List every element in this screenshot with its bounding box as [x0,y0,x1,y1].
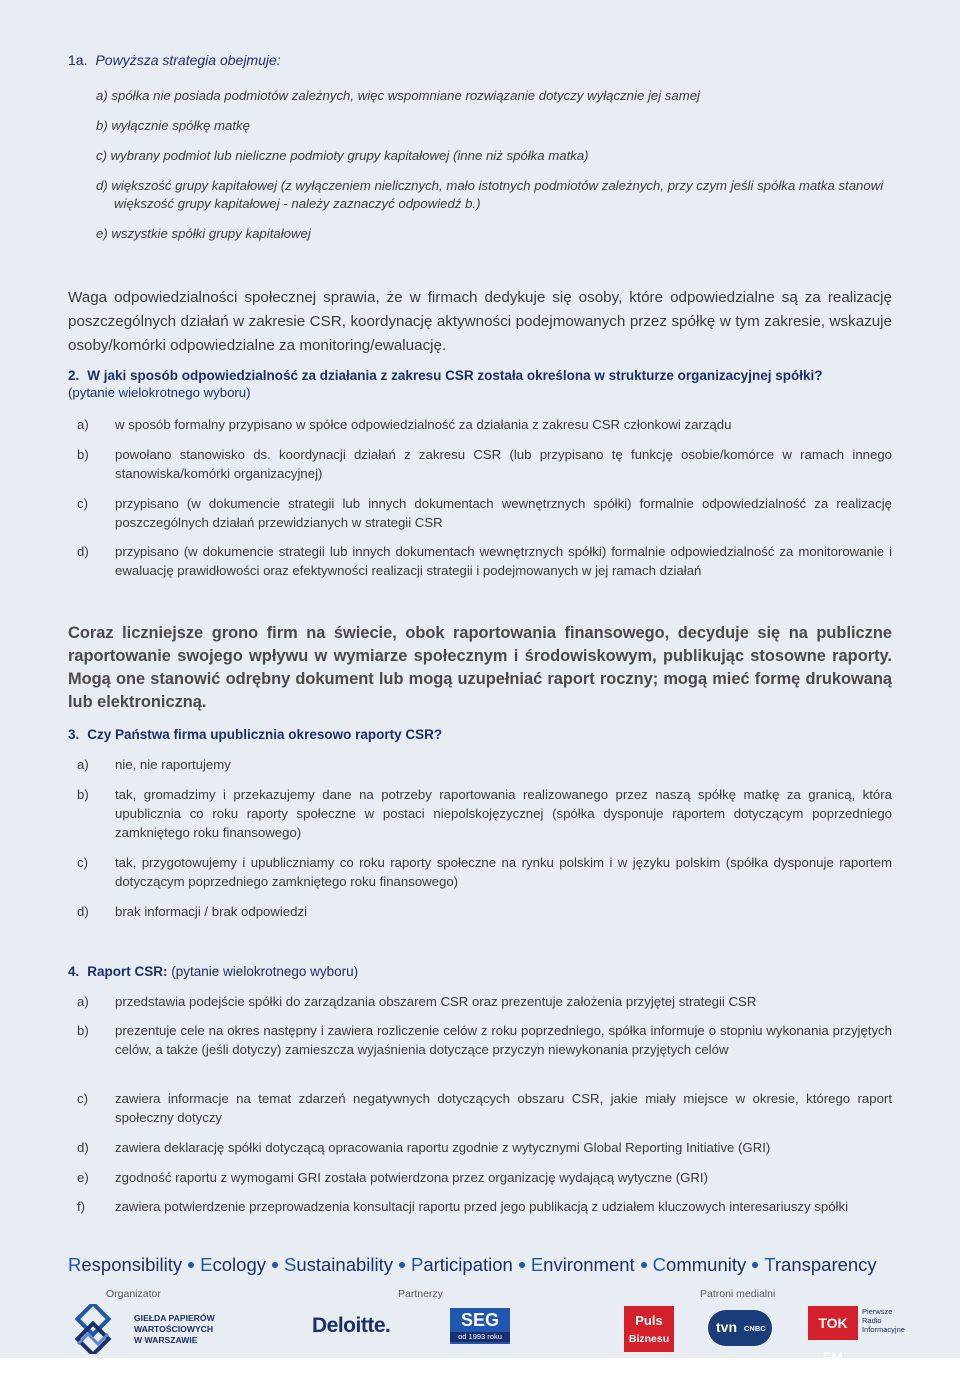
q3-option-a-label: a) [77,757,89,772]
q2-option-d-label: d) [77,544,89,559]
intro-reporting: Coraz liczniejsze grono firm na świecie, obok raportowania finansowego, decyduje się na publiczne raportowanie swojego wpływu w wymiarze społecznym i środowiskowym, publikując stosowne raporty. Mogą one stanowić odrębny dokument lub mogą uzupełniać raport roczny; mogą mieć formę drukowaną lub elektroniczną. [68,624,892,711]
tagline-dot [188,1262,194,1268]
organizer-label: Organizator [106,1288,161,1300]
deloitte-text: Deloitte. [312,1314,391,1337]
q4-option-b-label: b) [77,1023,89,1038]
q3-option-c [77,853,892,891]
q4-option-b [77,1021,892,1059]
tagline-dot [752,1262,758,1268]
tagline-ecology [200,1254,266,1275]
puls-text: Puls [635,1313,663,1328]
q1a-option-d: d) większość grupy kapitałowej (z wyłączeniem nielicznych, mało istotnych podmiotów zależnych, przy czym jeśli spółka matka stanowi większość grupy kapitałowej - należy zaznaczyć odpowiedź b.) [96,178,884,211]
q4-option-c [77,1089,892,1127]
tagline-participation-rest: articipation [423,1254,513,1275]
tagline-transparency-rest: ransparency [774,1254,877,1275]
tagline-sustainability-rest: ustainability [296,1254,393,1275]
q4-option-d-label: d) [77,1140,89,1155]
q3-option-c-label: c) [77,855,88,870]
q3-option-b [77,785,892,842]
tagline-environment-initial: E [530,1254,544,1275]
q4-option-e [77,1168,892,1187]
q2-number: 2. [68,368,80,383]
q3-option-a-text: nie, nie raportujemy [115,757,231,772]
tagline-participation-initial: P [411,1254,424,1275]
q3-option-a [77,755,892,774]
q1a-title: Powyższa strategia obejmuje: [95,52,281,68]
q2-option-c-label: c) [77,496,88,511]
tagline-community-rest: ommunity [666,1254,747,1275]
tok-fm-tagline [862,1307,905,1334]
seg-logo [450,1308,510,1344]
tagline-participation [411,1254,513,1275]
tagline-ecology-initial: E [200,1254,213,1275]
q4-heading [68,963,892,981]
media-partners-label: Patroni medialni [700,1288,776,1300]
tagline-dot [272,1262,278,1268]
q1a-number: 1a. [68,52,88,68]
q1a-option-e: e) wszystkie spółki grupy kapitałowej [96,226,311,241]
tagline-ecology-rest: cology [212,1254,266,1275]
q4-option-c-text: zawiera informacje na temat zdarzeń negatywnych dotyczących obszaru CSR, jakie miały miejsce w okresie, którego raport społeczny dotyczy [115,1091,892,1125]
intro-responsibility: Waga odpowiedzialności społecznej sprawia, że w firmach dedykuje się osoby, które odpowiedzialne są za realizację poszczególnych działań w zakresie CSR, koordynację aktywności podejmowanych przez spółkę w tym zakresie, wskazuje osoby/komórki odpowiedzialne za monitoring/ewaluację. [68,289,892,354]
q4-option-f-label: f) [77,1199,86,1214]
q4-option-c-label: c) [77,1091,88,1106]
q2-subtitle: (pytanie wielokrotnego wyboru) [68,385,251,400]
q4-option-a-label: a) [77,994,89,1009]
gpw-logo [68,1304,118,1354]
tagline [68,1254,898,1276]
seg-subtext: od 1993 roku [450,1332,510,1342]
q1a-option-b: b) wyłącznie spółkę matkę [96,118,250,133]
q2-option-d-text: przypisano (w dokumencie strategii lub innych dokumentach wewnętrznych spółki) formalnie odpowiedzialność za monitorowanie i ewaluację prawidłowości oraz efektywności realizacji strategii i podejmowanych w jej ramach działań [115,544,892,578]
tok-fm-tagline-3: Informacyjne [862,1325,905,1334]
cnbc-text: CNBC [744,1324,766,1333]
gpw-line-1: GIEŁDA PAPIERÓW [134,1313,215,1323]
q1a-option-a: a) spółka nie posiada podmiotów zależnych, więc wspomniane rozwiązanie dotyczy wyłącznie jej samej [96,88,700,103]
tvn-text: tvn [716,1319,737,1335]
q4-option-b-text: prezentuje cele na okres następny i zawiera rozliczenie celów z roku poprzedniego, spółka informuje o stopniu wykonania przyjętych celów, a także (jeśli dotyczy) zamieszcza wyjaśnienia dotyczące przyczyn niewykonania przyjętych celów [115,1023,892,1057]
tagline-community-initial: C [652,1254,667,1275]
q4-title: Raport CSR: [87,964,168,979]
q3-option-c-text: tak, przygotowujemy i upubliczniamy co roku raporty społeczne na rynku polskim i w języku polskim (spółka dysponuje raportem dotyczącym poprzedniego zamkniętego roku finansowego) [115,855,892,889]
q3-option-b-text: tak, gromadzimy i przekazujemy dane na potrzeby raportowania realizowanego przez naszą spółkę matkę za granicą, która upublicznia co roku raporty społeczne w postaci niepolskojęzycznej (spółka dysponuje raportem dotyczącym poprzedniego zamkniętego roku finansowego) [115,787,892,840]
q4-subtitle: (pytanie wielokrotnego wyboru) [171,964,359,979]
q4-option-e-text: zgodność raportu z wymogami GRI została potwierdzona przez organizację wydającą wytyczne (GRI) [115,1170,708,1185]
gpw-line-3: W WARSZAWIE [134,1335,198,1345]
q4-option-d-text: zawiera deklarację spółki dotyczącą opracowania raportu zgodnie z wytycznymi Global Reporting Initiative (GRI) [115,1140,771,1155]
q2-title: W jaki sposób odpowiedzialność za działania z zakresu CSR została określona w strukturze organizacyjnej spółki? [87,368,823,383]
tagline-responsibility [68,1254,182,1275]
q4-option-f [77,1197,892,1216]
tagline-transparency [764,1254,876,1275]
tok-fm-text: TOK FM [818,1315,848,1365]
q3-option-b-label: b) [77,787,89,802]
tagline-community [653,1254,747,1275]
partners-label: Partnerzy [398,1288,443,1300]
tok-fm-logo [808,1306,858,1365]
q2-heading [68,367,892,385]
q4-option-e-label: e) [77,1170,89,1185]
tagline-dot [519,1262,525,1268]
q3-heading [68,726,892,744]
tagline-environment [531,1254,635,1275]
q4-option-f-text: zawiera potwierdzenie przeprowadzenia konsultacji raportu przed jego publikacją z udziałem kluczowych interesariuszy spółki [115,1199,849,1214]
q4-number: 4. [68,964,80,979]
q1a-option-c: c) wybrany podmiot lub nieliczne podmioty grupy kapitałowej (inne niż spółka matka) [96,148,589,163]
tvn-cnbc-logo [708,1310,772,1346]
q2-option-c [77,494,892,532]
q3-option-d-label: d) [77,904,89,919]
q4-option-a [77,992,892,1011]
q2-option-c-text: przypisano (w dokumencie strategii lub innych dokumentach wewnętrznych spółki) formalnie odpowiedzialność za realizację poszczególnych działań przewidzianych w strategii CSR [115,496,892,530]
q3-number: 3. [68,727,80,742]
q2-option-b [77,445,892,483]
tagline-responsibility-initial: R [68,1254,82,1275]
tagline-environment-rest: nvironment [543,1254,635,1275]
tagline-responsibility-rest: esponsibility [81,1254,183,1275]
q4-option-d [77,1138,892,1157]
q2-option-a-label: a) [77,417,89,432]
q2-option-a-text: w sposób formalny przypisano w spółce odpowiedzialność za działania z zakresu CSR członkowi zarządu [115,417,732,432]
q3-title: Czy Państwa firma upublicznia okresowo raporty CSR? [87,727,443,742]
tok-fm-tagline-1: Pierwsze [862,1307,893,1316]
tagline-transparency-initial: T [764,1254,775,1275]
gpw-name [134,1313,215,1346]
q1a-heading [68,52,281,68]
tagline-sustainability-initial: S [283,1254,297,1275]
gpw-line-2: WARTOŚCIOWYCH [134,1324,214,1334]
tagline-dot [399,1262,405,1268]
deloitte-logo [312,1314,390,1338]
q3-option-d-text: brak informacji / brak odpowiedzi [115,904,308,919]
tagline-dot [641,1262,647,1268]
q2-option-d [77,542,892,580]
q3-option-d [77,902,892,921]
q2-option-b-label: b) [77,447,89,462]
biznesu-text: Biznesu [628,1333,670,1345]
q2-option-b-text: powołano stanowisko ds. koordynacji działań z zakresu CSR (lub przypisano tę funkcję osobie/komórce w ramach innego stanowiska/komórki organizacyjnej) [115,447,892,481]
q2-option-a [77,415,892,434]
q4-option-a-text: przedstawia podejście spółki do zarządzania obszarem CSR oraz prezentuje założenia przyjętej strategii CSR [115,994,757,1009]
puls-biznesu-logo [624,1306,674,1352]
tok-fm-tagline-2: Radio [862,1316,882,1325]
seg-text: SEG [460,1310,499,1330]
tagline-sustainability [284,1254,393,1275]
